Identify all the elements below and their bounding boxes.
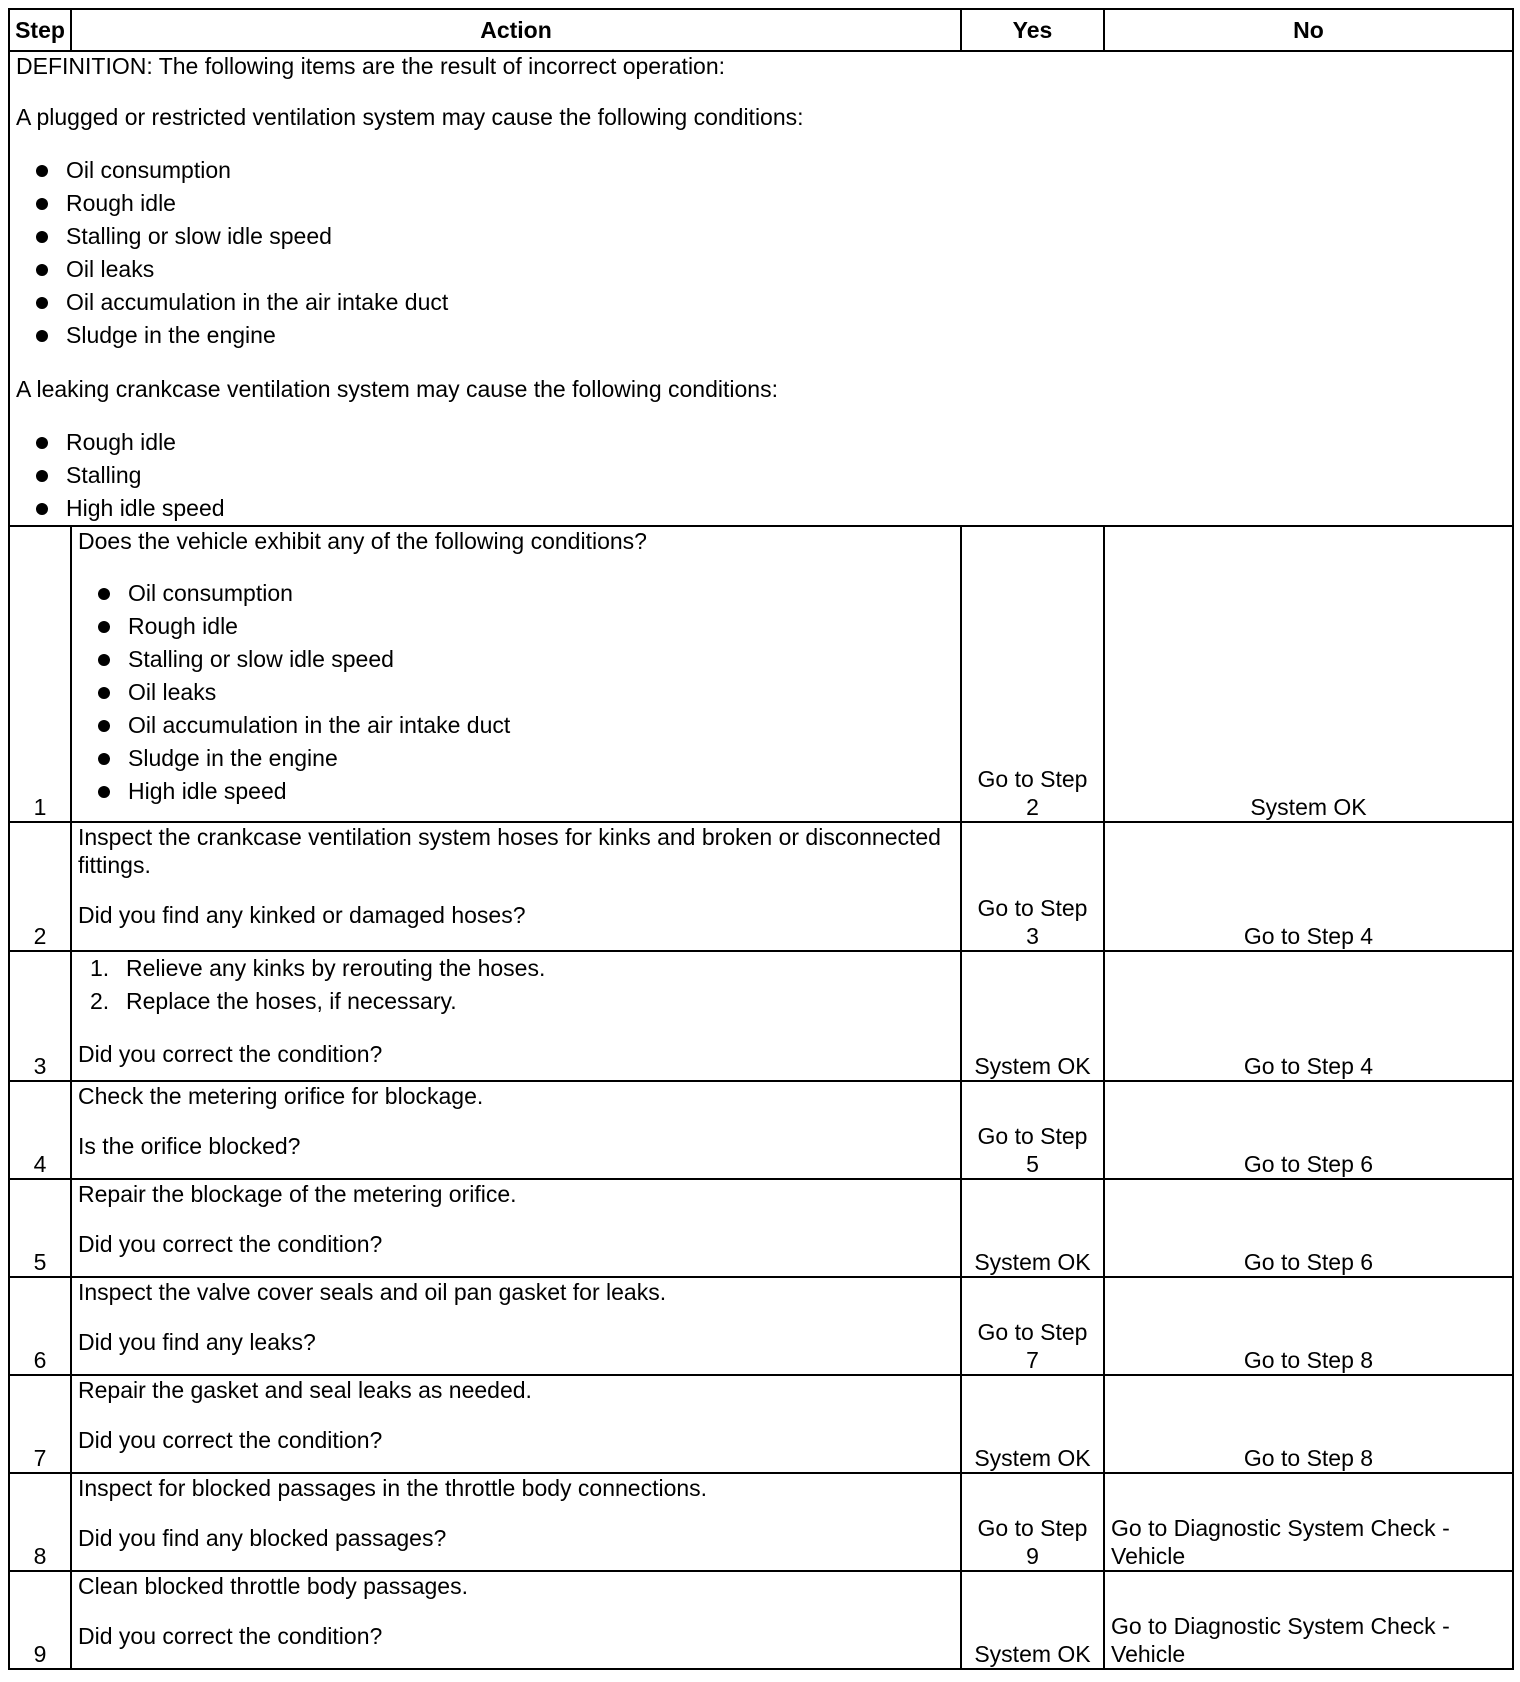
step-text: Does the vehicle exhibit any of the following conditions? xyxy=(78,528,647,554)
table-row xyxy=(9,951,1513,1081)
header-action: Action xyxy=(71,9,961,51)
yes-link[interactable]: System OK xyxy=(974,1641,1091,1667)
step-action xyxy=(71,951,961,1081)
list-item: Oil accumulation in the air intake duct xyxy=(78,709,954,742)
yes-step-number[interactable]: 7 xyxy=(1026,1347,1039,1373)
step-text: Repair the gasket and seal leaks as needed. xyxy=(78,1377,532,1403)
step-question: Did you correct the condition? xyxy=(78,1041,383,1067)
list-item: Oil consumption xyxy=(78,577,954,610)
step-action xyxy=(71,1277,961,1375)
table-row xyxy=(9,1571,1513,1669)
yes-cell xyxy=(961,1081,1104,1179)
no-link[interactable]: Go to Step 4 xyxy=(1243,923,1374,949)
step-number: 1 xyxy=(9,526,71,822)
list-item: Rough idle xyxy=(16,187,1506,220)
table-row xyxy=(9,526,1513,822)
table-row xyxy=(9,822,1513,951)
step-action xyxy=(71,1375,961,1473)
step-question: Did you find any leaks? xyxy=(78,1329,316,1355)
step-number: 9 xyxy=(9,1571,71,1669)
header-no: No xyxy=(1104,9,1513,51)
yes-cell xyxy=(961,822,1104,951)
yes-link[interactable]: System OK xyxy=(974,1053,1091,1079)
yes-step-number[interactable]: 5 xyxy=(1026,1151,1039,1177)
list-number: 2. xyxy=(90,988,110,1014)
yes-cell xyxy=(961,1277,1104,1375)
no-cell xyxy=(1104,1571,1513,1669)
yes-link-label[interactable]: Go to Step xyxy=(977,1515,1088,1541)
no-link[interactable]: Go to Diagnostic System Check - Vehicle xyxy=(1111,1613,1450,1667)
no-link[interactable]: Go to Step 8 xyxy=(1243,1445,1374,1471)
yes-step-number[interactable]: 3 xyxy=(1026,923,1039,949)
list-item: Oil leaks xyxy=(78,676,954,709)
no-cell xyxy=(1104,1277,1513,1375)
table-row xyxy=(9,1081,1513,1179)
no-cell xyxy=(1104,822,1513,951)
no-link[interactable]: System OK xyxy=(1250,794,1367,820)
list-item: Stalling xyxy=(16,459,1506,492)
yes-cell xyxy=(961,951,1104,1081)
diagnostic-table xyxy=(8,8,1514,1670)
table-row xyxy=(9,1179,1513,1277)
list-text: Relieve any kinks by rerouting the hoses. xyxy=(126,955,546,981)
yes-link[interactable]: System OK xyxy=(974,1445,1091,1471)
list-item: Oil consumption xyxy=(16,154,1506,187)
no-cell xyxy=(1104,951,1513,1081)
yes-link-label[interactable]: Go to Step xyxy=(977,1319,1088,1345)
conditions-list xyxy=(78,577,954,808)
step-question: Did you correct the condition? xyxy=(78,1427,383,1453)
yes-cell xyxy=(961,1375,1104,1473)
yes-cell xyxy=(961,1179,1104,1277)
table-row xyxy=(9,1375,1513,1473)
step-action xyxy=(71,526,961,822)
step-action xyxy=(71,1081,961,1179)
step-question: Did you correct the condition? xyxy=(78,1231,383,1257)
yes-link[interactable]: System OK xyxy=(974,1249,1091,1275)
step-question: Did you find any kinked or damaged hoses? xyxy=(78,902,526,928)
no-link[interactable]: Go to Step 6 xyxy=(1243,1249,1374,1275)
step-text: Check the metering orifice for blockage. xyxy=(78,1083,484,1109)
step-question: Did you find any blocked passages? xyxy=(78,1525,447,1551)
no-cell xyxy=(1104,526,1513,822)
list-item: Oil accumulation in the air intake duct xyxy=(16,286,1506,319)
definition-intro: DEFINITION: The following items are the result of incorrect operation: xyxy=(16,53,726,79)
step-number: 6 xyxy=(9,1277,71,1375)
list-item xyxy=(78,952,954,985)
step-text: Clean blocked throttle body passages. xyxy=(78,1573,468,1599)
yes-link-label[interactable]: Go to Step xyxy=(977,766,1088,792)
step-number: 5 xyxy=(9,1179,71,1277)
header-step: Step xyxy=(9,9,71,51)
table-row xyxy=(9,1473,1513,1571)
leaking-heading: A leaking crankcase ventilation system may cause the following conditions: xyxy=(16,376,778,402)
definition-row xyxy=(9,51,1513,526)
step-text: Inspect for blocked passages in the throttle body connections. xyxy=(78,1475,708,1501)
step-question: Is the orifice blocked? xyxy=(78,1133,301,1159)
list-item xyxy=(78,985,954,1018)
list-item: Oil leaks xyxy=(16,253,1506,286)
list-item: Sludge in the engine xyxy=(78,742,954,775)
yes-link-label[interactable]: Go to Step xyxy=(977,1123,1088,1149)
step-number: 7 xyxy=(9,1375,71,1473)
list-item: Rough idle xyxy=(16,426,1506,459)
step-number: 2 xyxy=(9,822,71,951)
yes-step-number[interactable]: 2 xyxy=(1026,794,1039,820)
yes-cell xyxy=(961,1571,1104,1669)
list-text: Replace the hoses, if necessary. xyxy=(126,988,457,1014)
no-cell xyxy=(1104,1179,1513,1277)
no-link[interactable]: Go to Step 6 xyxy=(1243,1151,1374,1177)
list-item: High idle speed xyxy=(16,492,1506,525)
list-number: 1. xyxy=(90,955,110,981)
yes-step-number[interactable]: 9 xyxy=(1026,1543,1039,1569)
step-text: Inspect the valve cover seals and oil pan gasket for leaks. xyxy=(78,1279,667,1305)
yes-cell xyxy=(961,1473,1104,1571)
header-yes: Yes xyxy=(961,9,1104,51)
no-cell xyxy=(1104,1081,1513,1179)
list-item: Sludge in the engine xyxy=(16,319,1506,352)
leaking-conditions-list xyxy=(16,426,1506,525)
yes-cell xyxy=(961,526,1104,822)
list-item: Stalling or slow idle speed xyxy=(16,220,1506,253)
no-cell xyxy=(1104,1375,1513,1473)
step-number: 8 xyxy=(9,1473,71,1571)
numbered-list xyxy=(78,952,954,1018)
list-item: Rough idle xyxy=(78,610,954,643)
step-text: Repair the blockage of the metering orifice. xyxy=(78,1181,517,1207)
diagnostic-sheet xyxy=(8,8,1512,1670)
table-row xyxy=(9,1277,1513,1375)
no-link[interactable]: Go to Diagnostic System Check - Vehicle xyxy=(1111,1515,1450,1569)
step-text: Inspect the crankcase ventilation system hoses for kinks and broken or disconnected fittings. xyxy=(78,824,941,878)
no-link[interactable]: Go to Step 4 xyxy=(1243,1053,1374,1079)
step-question: Did you correct the condition? xyxy=(78,1623,383,1649)
step-action xyxy=(71,1473,961,1571)
step-number: 3 xyxy=(9,951,71,1081)
definition-cell xyxy=(9,51,1513,526)
step-number: 4 xyxy=(9,1081,71,1179)
step-action xyxy=(71,1179,961,1277)
yes-link-label[interactable]: Go to Step xyxy=(977,895,1088,921)
no-cell xyxy=(1104,1473,1513,1571)
step-action xyxy=(71,822,961,951)
plugged-conditions-list xyxy=(16,154,1506,352)
step-action xyxy=(71,1571,961,1669)
list-item: High idle speed xyxy=(78,775,954,808)
no-link[interactable]: Go to Step 8 xyxy=(1243,1347,1374,1373)
plugged-heading: A plugged or restricted ventilation system may cause the following conditions: xyxy=(16,104,804,130)
header-row xyxy=(9,9,1513,51)
list-item: Stalling or slow idle speed xyxy=(78,643,954,676)
